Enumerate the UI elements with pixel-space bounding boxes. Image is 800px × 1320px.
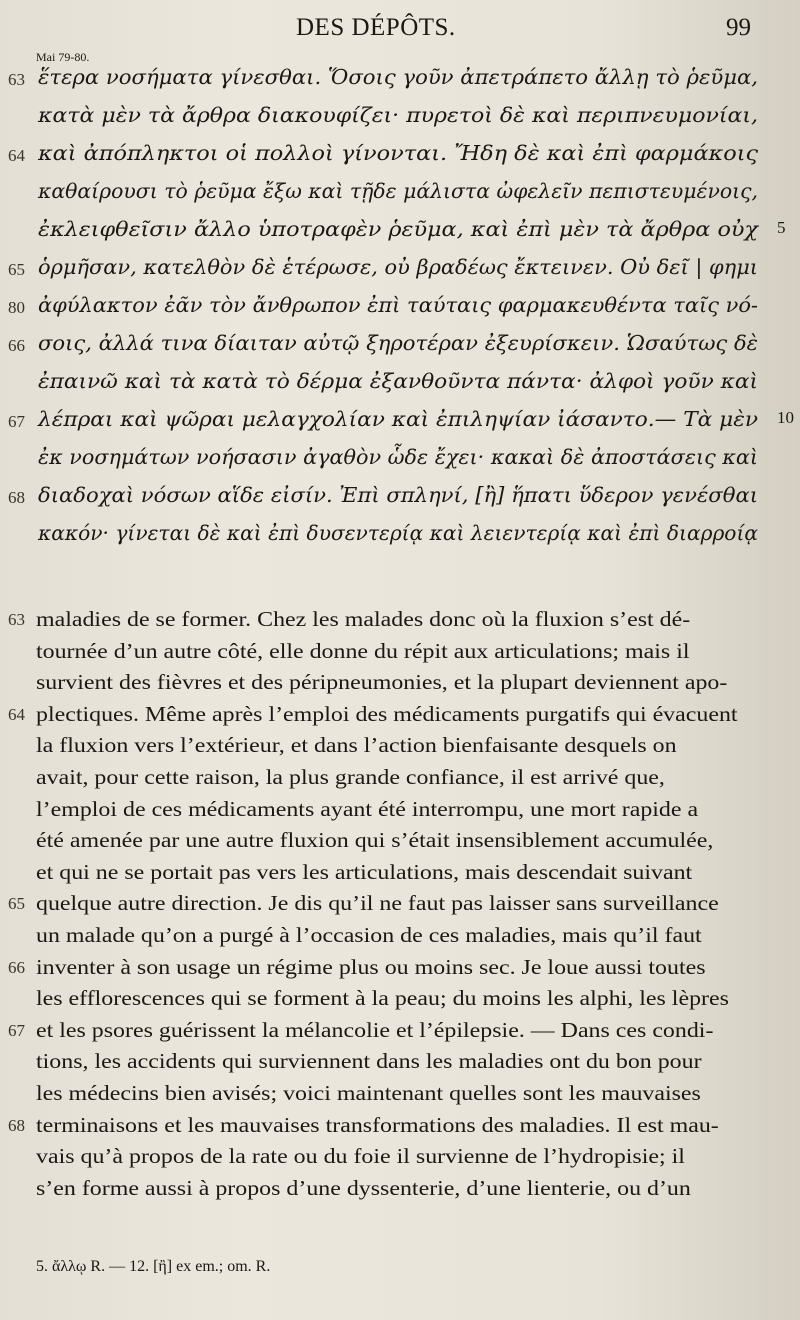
margin-note: Mai 79-80. bbox=[36, 50, 90, 64]
line-count-marker: 10 bbox=[777, 408, 794, 427]
greek-line bbox=[0, 96, 800, 134]
greek-line bbox=[0, 514, 800, 552]
greek-line-text: σοις, ἀλλά τινα δίαιταν αὐτῷ ξηροτέραν ἐξευρίσκειν. Ὡσαύτως δὲ bbox=[38, 331, 758, 355]
paragraph-number: 80 bbox=[8, 298, 25, 317]
french-line bbox=[0, 983, 800, 1015]
greek-line bbox=[0, 172, 800, 210]
line-count-marker: 5 bbox=[777, 218, 786, 237]
greek-line-text: καθαίρουσι τὸ ῥεῦμα ἔξω καὶ τῇδε μάλιστα ὠφελεῖν πεπιστευμένοις, bbox=[38, 179, 758, 203]
paragraph-number: 65 bbox=[8, 894, 25, 914]
french-line bbox=[0, 888, 800, 920]
french-line bbox=[0, 1173, 800, 1205]
french-line-text: avait, pour cette raison, la plus grande confiance, il est arrivé que, bbox=[36, 765, 665, 789]
paragraph-number: 64 bbox=[8, 146, 25, 165]
french-line-text: survient des fièvres et des péripneumonies, et la plupart deviennent apo- bbox=[36, 671, 728, 695]
paragraph-number: 63 bbox=[8, 610, 25, 629]
greek-line bbox=[0, 58, 800, 96]
greek-line bbox=[0, 400, 800, 438]
french-line bbox=[0, 794, 800, 826]
french-line-text: tournée d’un autre côté, elle donne du répit aux articulations; mais il bbox=[36, 639, 690, 663]
paragraph-number: 66 bbox=[8, 957, 25, 977]
greek-line-text: ἐπαινῶ καὶ τὰ κατὰ τὸ δέρμα ἐξανθοῦντα πάντα· ἀλφοὶ γοῦν καὶ bbox=[38, 369, 758, 393]
paragraph-number: 68 bbox=[8, 1115, 25, 1135]
greek-line-text: ἀφύλακτον ἐᾶν τὸν ἄνθρωπον ἐπὶ ταύταις φαρμακευθέντα ταῖς νό- bbox=[38, 293, 758, 317]
french-line bbox=[0, 730, 800, 762]
paragraph-number: 67 bbox=[8, 412, 25, 431]
greek-line bbox=[0, 210, 800, 248]
paragraph-number: 67 bbox=[8, 1020, 25, 1040]
french-text-block bbox=[0, 604, 800, 1204]
greek-line bbox=[0, 324, 800, 362]
greek-line-text: ἕτερα νοσήματα γίνεσθαι. Ὅσοις γοῦν ἀπετράπετο ἄλλῃ τὸ ῥεῦμα, bbox=[38, 65, 758, 89]
french-line-text: inventer à son usage un régime plus ou moins sec. Je loue aussi toutes bbox=[36, 955, 706, 979]
french-line-text: été amenée par une autre fluxion qui s’était insensiblement accumulée, bbox=[36, 829, 714, 853]
greek-line-text: καὶ ἀπόπληκτοι οἱ πολλοὶ γίνονται. Ἤδη δὲ καὶ ἐπὶ φαρμάκοις bbox=[38, 141, 758, 165]
french-line bbox=[0, 604, 800, 636]
french-line bbox=[0, 857, 800, 889]
page-header bbox=[0, 14, 800, 50]
greek-line bbox=[0, 248, 800, 286]
french-line bbox=[0, 1046, 800, 1078]
paragraph-number: 63 bbox=[8, 70, 25, 89]
paragraph-number: 64 bbox=[8, 704, 25, 724]
french-line-text: et qui ne se portait pas vers les articulations, mais descendait suivant bbox=[36, 860, 693, 884]
greek-line bbox=[0, 362, 800, 400]
greek-line-text: διαδοχαὶ νόσων αἵδε εἰσίν. Ἐπὶ σπληνί, [ἢ] ἥπατι ὕδερον γενέσθαι bbox=[38, 483, 758, 507]
french-line bbox=[0, 825, 800, 857]
french-line bbox=[0, 636, 800, 668]
french-line-text: et les psores guérissent la mélancolie et l’épilepsie. — Dans ces condi- bbox=[36, 1018, 714, 1042]
greek-line bbox=[0, 134, 800, 172]
greek-line-text: λέπραι καὶ ψῶραι μελαγχολίαν καὶ ἐπιληψίαν ἰάσαντο.— Τὰ μὲν bbox=[38, 407, 758, 431]
french-line-text: terminaisons et les mauvaises transformations des maladies. Il est mau- bbox=[36, 1113, 719, 1137]
french-line bbox=[0, 952, 800, 984]
footnote: 5. ἄλλῳ R. — 12. [ἢ] ex em.; om. R. bbox=[36, 1258, 271, 1275]
greek-line-text: ἐκ νοσημάτων νοήσασιν ἀγαθὸν ὧδε ἔχει· κακαὶ δὲ ἀποστάσεις καὶ bbox=[38, 445, 758, 469]
french-line bbox=[0, 762, 800, 794]
greek-line-text: ὁρμῆσαν, κατελθὸν δὲ ἑτέρωσε, οὐ βραδέως ἔκτεινεν. Οὐ δεῖ | φημι bbox=[38, 255, 758, 279]
french-line bbox=[0, 920, 800, 952]
french-line bbox=[0, 1141, 800, 1173]
greek-line-text: κακόν· γίνεται δὲ καὶ ἐπὶ δυσεντερίᾳ καὶ λειεντερίᾳ καὶ ἐπὶ διαρροίᾳ bbox=[38, 521, 758, 545]
french-line-text: l’emploi de ces médicaments ayant été interrompu, une mort rapide a bbox=[36, 797, 699, 821]
french-line bbox=[0, 1110, 800, 1142]
greek-line-text: κατὰ μὲν τὰ ἄρθρα διακουφίζει· πυρετοὶ δὲ καὶ περιπνευμονίαι, bbox=[38, 103, 758, 127]
french-line bbox=[0, 667, 800, 699]
french-line bbox=[0, 1015, 800, 1047]
greek-text-block bbox=[0, 58, 800, 552]
french-line-text: s’en forme aussi à propos d’une dyssenterie, d’une lienterie, ou d’un bbox=[36, 1176, 691, 1200]
paragraph-number: 68 bbox=[8, 488, 25, 507]
french-line-text: plectiques. Même après l’emploi des médicaments purgatifs qui évacuent bbox=[36, 702, 738, 726]
french-line-text: maladies de se former. Chez les malades donc où la fluxion s’est dé- bbox=[36, 608, 691, 631]
french-line-text: vais qu’à propos de la rate ou du foie il survienne de l’hydropisie; il bbox=[36, 1145, 685, 1169]
paragraph-number: 66 bbox=[8, 336, 25, 355]
paragraph-number: 65 bbox=[8, 260, 25, 279]
greek-line-text: ἐκλειφθεῖσιν ἄλλο ὑποτραφὲν ῥεῦμα, καὶ ἐπὶ μὲν τὰ ἄρθρα οὐχ bbox=[38, 217, 758, 241]
french-line-text: les efflorescences qui se forment à la peau; du moins les alphi, les lèpres bbox=[36, 987, 729, 1011]
greek-line bbox=[0, 286, 800, 324]
french-line-text: les médecins bien avisés; voici maintenant quelles sont les mauvaises bbox=[36, 1081, 701, 1105]
greek-line bbox=[0, 438, 800, 476]
french-line-text: un malade qu’on a purgé à l’occasion de ces maladies, mais qu’il faut bbox=[36, 923, 702, 947]
french-line bbox=[0, 699, 800, 731]
french-line-text: tions, les accidents qui surviennent dans les maladies ont du bon pour bbox=[36, 1050, 702, 1074]
french-line-text: la fluxion vers l’extérieur, et dans l’action bienfaisante desquels on bbox=[36, 734, 677, 758]
running-title: DES DÉPÔTS. bbox=[296, 14, 456, 41]
greek-line bbox=[0, 476, 800, 514]
french-line bbox=[0, 1078, 800, 1110]
french-line-text: quelque autre direction. Je dis qu’il ne faut pas laisser sans surveillance bbox=[36, 892, 719, 916]
page-number: 99 bbox=[726, 14, 751, 41]
